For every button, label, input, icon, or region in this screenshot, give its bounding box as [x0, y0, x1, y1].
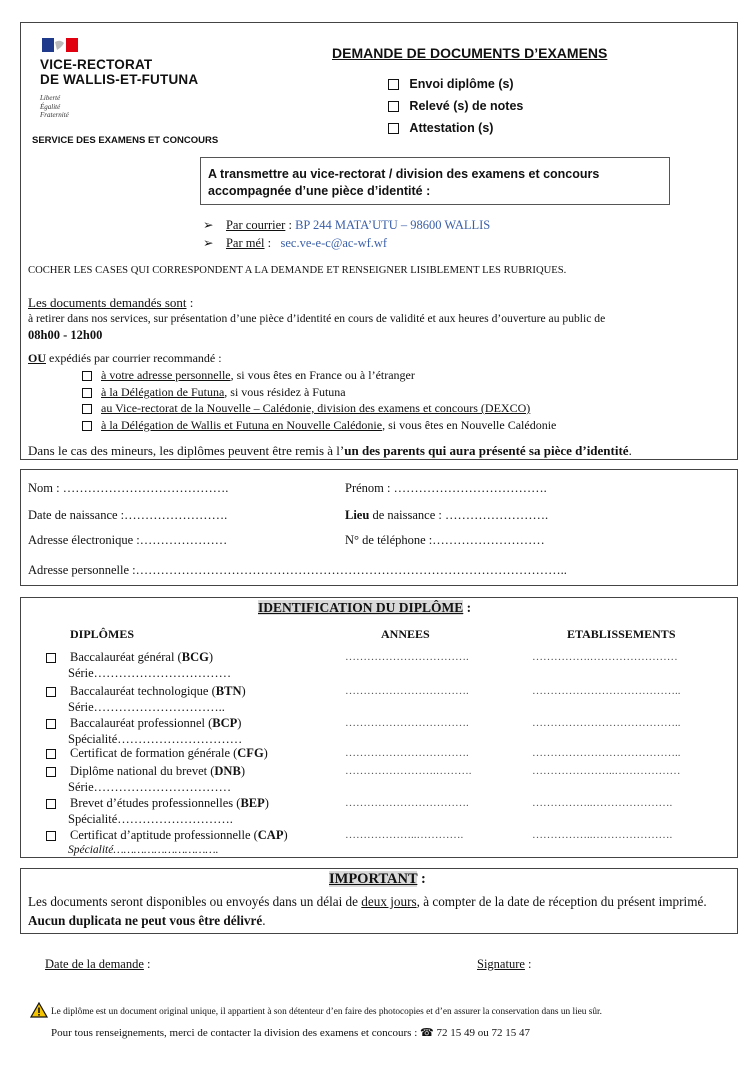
warning-icon: [30, 1002, 48, 1018]
instructions: COCHER LES CASES QUI CORRESPONDENT A LA DEMANDE ET RENSEIGNER LISIBLEMENT LES RUBRIQUES.: [28, 265, 567, 276]
courrier-separator: :: [285, 218, 296, 232]
expedies-line: [28, 351, 222, 366]
annee-field[interactable]: …………………………….: [345, 747, 469, 759]
annee-field[interactable]: …………………………….: [345, 685, 469, 697]
org-name: [40, 57, 198, 87]
mel-separator: :: [264, 236, 275, 250]
expedies-text: expédiés par courrier recommandé :: [46, 351, 222, 365]
etablissement-field[interactable]: …………….……………………: [532, 651, 678, 663]
date-naissance-field[interactable]: Date de naissance :…………………….: [28, 508, 228, 522]
lieu-label: Lieu: [345, 508, 370, 522]
checkbox-bcg[interactable]: [46, 653, 56, 663]
documents-title-suffix: :: [186, 295, 194, 310]
destination-item[interactable]: [82, 384, 556, 401]
signature-label: Signature: [477, 957, 525, 971]
destination-item[interactable]: [82, 400, 556, 417]
annee-field[interactable]: …………………………….: [345, 651, 469, 663]
diplome-code: CAP: [257, 828, 284, 842]
diploma-notice: Le diplôme est un document original unique, il appartient à son détenteur d’en faire des photocopies et d’en assurer la conservation dans un lieu sûr.: [51, 1007, 602, 1017]
option-label: Envoi diplôme (s): [409, 77, 514, 91]
option-releve-notes[interactable]: [388, 95, 523, 117]
destination-link: au Vice-rectorat de la Nouvelle – Calédonie, division des examens et concours (DEXCO): [101, 401, 531, 415]
checkbox-releve-notes[interactable]: [388, 101, 399, 112]
destination-rest: , si vous êtes en Nouvelle Calédonie: [382, 417, 557, 432]
checkbox[interactable]: [82, 421, 92, 431]
date-demande-label: Date de la demande: [45, 957, 144, 971]
diplome-name-text: Certificat de formation générale (: [70, 746, 238, 760]
annee-field[interactable]: …………………………….: [345, 717, 469, 729]
diplome-name-end: ): [263, 746, 268, 760]
bullet-arrow-icon: ➢: [203, 236, 214, 250]
checkbox-btn[interactable]: [46, 687, 56, 697]
important-title-text: IMPORTANT: [329, 871, 418, 887]
checkbox-cfg[interactable]: [46, 749, 56, 759]
diplome-name-text: Baccalauréat professionnel (: [70, 716, 213, 730]
important-delay: deux jours: [361, 894, 417, 909]
motto-liberte: Liberté: [40, 94, 61, 102]
diplome-name: [70, 828, 288, 843]
destination-rest: , si vous êtes en France ou à l’étranger: [230, 368, 415, 382]
lieu-naissance-field[interactable]: [345, 508, 548, 523]
diplome-sub-field[interactable]: Série……………………………: [68, 780, 232, 794]
form-title: DEMANDE DE DOCUMENTS D’EXAMENS: [332, 45, 608, 61]
contact-info: Pour tous renseignements, merci de contacter la division des examens et concours : ☎ 72 15 49 ou 72 15 47: [51, 1027, 530, 1039]
diplome-code: DNB: [214, 764, 241, 778]
checkbox[interactable]: [82, 404, 92, 414]
ou-label: OU: [28, 351, 46, 365]
option-label: Relevé (s) de notes: [409, 99, 524, 113]
etablissement-field[interactable]: …………………………………..: [532, 717, 681, 729]
diplome-sub-field[interactable]: Spécialité………………………….: [68, 844, 219, 856]
minors-prefix: Dans le cas des mineurs, les diplômes peuvent être remis à l’: [28, 443, 345, 458]
diplome-name: [70, 684, 246, 699]
checkbox-bcp[interactable]: [46, 719, 56, 729]
bullet-arrow-icon: ➢: [203, 218, 214, 232]
email-link[interactable]: sec.ve-e-c@ac-wf.wf: [280, 236, 388, 250]
diplome-title-suffix: :: [463, 600, 472, 615]
etablissement-field[interactable]: ……………..………………….: [532, 797, 673, 809]
diplome-name: [70, 716, 241, 731]
transmit-line-2: accompagnée d’une pièce d’identité :: [208, 184, 431, 198]
mel-label: Par mél: [225, 236, 265, 250]
diplome-title: [258, 600, 471, 616]
diplome-name: [70, 746, 268, 761]
diplome-code: CFG: [237, 746, 264, 760]
col-etablissements: ETABLISSEMENTS: [567, 627, 676, 641]
destination-rest: , si vous résidez à Futuna: [224, 384, 346, 399]
documents-title-text: Les documents demandés sont: [28, 295, 187, 310]
destination-link: à votre adresse personnelle: [101, 368, 231, 382]
diplome-code: BCG: [181, 650, 209, 664]
org-line-2: DE WALLIS-ET-FUTUNA: [40, 72, 199, 87]
option-attestation[interactable]: [388, 117, 523, 139]
diplome-name-end: ): [283, 828, 288, 842]
diplome-sub-field[interactable]: Série…………………………..: [68, 700, 225, 714]
annee-field[interactable]: ………………..………….: [345, 829, 464, 841]
important-text: [28, 892, 728, 930]
etablissement-field[interactable]: …………………………………..: [532, 747, 681, 759]
diplome-name: [70, 764, 245, 779]
annee-field[interactable]: …………………….……….: [345, 765, 472, 777]
destination-item[interactable]: [82, 417, 556, 434]
diplome-name-text: Brevet d’études professionnelles (: [70, 796, 241, 810]
diplome-name-end: ): [237, 716, 242, 730]
important-bold: Aucun duplicata ne peut vous être délivré: [28, 913, 263, 928]
diplome-name-end: ): [264, 796, 269, 810]
minors-suffix: .: [628, 443, 632, 458]
retirer-text: à retirer dans nos services, sur présentation d’une pièce d’identité en cours de validité et aux heures d’ouverture au public de: [28, 312, 606, 325]
col-diplomes: DIPLÔMES: [70, 627, 135, 641]
diplome-name-text: Diplôme national du brevet (: [70, 764, 215, 778]
destination-item[interactable]: [82, 367, 556, 384]
minors-bold: un des parents qui aura présenté sa pièce d’identité: [344, 443, 629, 458]
signature-suffix: :: [524, 957, 532, 971]
diplome-name-end: ): [240, 764, 245, 778]
destination-link: à la Délégation de Wallis et Futuna en Nouvelle Calédonie: [101, 417, 383, 432]
adresse-field[interactable]: Adresse personnelle :…………………………………………………………………………………………..: [28, 563, 567, 577]
transmit-line-1: A transmettre au vice-rectorat / division des examens et concours: [208, 167, 600, 181]
courrier-address: BP 244 MATA’UTU – 98600 WALLIS: [295, 218, 491, 232]
diplome-sub-field[interactable]: Spécialité……………………….: [68, 812, 233, 826]
signature[interactable]: [477, 957, 532, 972]
motto: [40, 94, 69, 120]
important-text-1: Les documents seront disponibles ou envoyés dans un délai de: [28, 894, 362, 909]
etablissement-field[interactable]: …………………………………..: [532, 685, 681, 697]
checkbox-dnb[interactable]: [46, 767, 56, 777]
checkbox[interactable]: [82, 371, 92, 381]
motto-egalite: Égalité: [40, 102, 61, 111]
nom-field[interactable]: Nom : ………………………………….: [28, 481, 229, 495]
minors-note: [28, 443, 632, 459]
opening-hours: 08h00 - 12h00: [28, 328, 103, 342]
diplome-name: [70, 650, 213, 665]
org-line-1: VICE-RECTORAT: [40, 57, 153, 72]
diplome-name-end: ): [241, 684, 246, 698]
checkbox-attestation[interactable]: [388, 123, 399, 134]
checkbox-cap[interactable]: [46, 831, 56, 841]
col-annees: ANNEES: [381, 627, 430, 641]
destination-link: à la Délégation de Futuna: [101, 384, 225, 399]
lieu-rest: de naissance : …………………….: [369, 508, 549, 522]
diplome-name-end: ): [208, 650, 213, 664]
service-name: SERVICE DES EXAMENS ET CONCOURS: [32, 135, 219, 146]
important-end: .: [262, 913, 266, 928]
email-field[interactable]: Adresse électronique :…………………: [28, 533, 228, 547]
courrier-label: Par courrier: [225, 218, 286, 232]
diplome-sub-field[interactable]: Spécialité…………………………: [68, 732, 243, 746]
diplome-code: BEP: [240, 796, 265, 810]
etablissement-field[interactable]: …………………..………………: [532, 765, 681, 777]
checkbox[interactable]: [82, 388, 92, 398]
option-envoi-diplome[interactable]: [388, 73, 523, 95]
etablissement-field[interactable]: ……………..………………….: [532, 829, 673, 841]
option-label: Attestation (s): [409, 121, 494, 135]
telephone-field[interactable]: N° de téléphone :………………………: [345, 533, 545, 547]
diplome-title-text: IDENTIFICATION DU DIPLÔME: [258, 600, 464, 615]
marianne-logo: [42, 38, 78, 52]
destinations-list: [82, 367, 556, 433]
important-title: [329, 871, 426, 888]
annee-field[interactable]: …………………………….: [345, 797, 469, 809]
checkbox-bep[interactable]: [46, 799, 56, 809]
important-title-suffix: :: [417, 871, 426, 887]
diplome-name: [70, 796, 269, 811]
diplome-name-text: Baccalauréat général (: [70, 650, 182, 664]
transmit-box: [200, 157, 670, 205]
prenom-field[interactable]: Prénom : ……………………………….: [345, 481, 547, 495]
important-text-2: , à compter de la date de réception du présent imprimé.: [416, 894, 707, 909]
document-type-options: [388, 73, 523, 139]
mel-line: [203, 235, 387, 251]
diplome-code: BCP: [212, 716, 238, 730]
date-demande[interactable]: [45, 957, 151, 972]
diplome-code: BTN: [215, 684, 242, 698]
diplome-name-text: Certificat d’aptitude professionnelle (: [70, 828, 258, 842]
courrier-line: [203, 217, 490, 233]
diplome-sub-field[interactable]: Série……………………………: [68, 666, 232, 680]
diplome-name-text: Baccalauréat technologique (: [70, 684, 216, 698]
date-demande-suffix: :: [143, 957, 151, 971]
documents-title: [28, 295, 193, 311]
motto-fraternite: Fraternité: [40, 111, 69, 119]
checkbox-envoi-diplome[interactable]: [388, 79, 399, 90]
